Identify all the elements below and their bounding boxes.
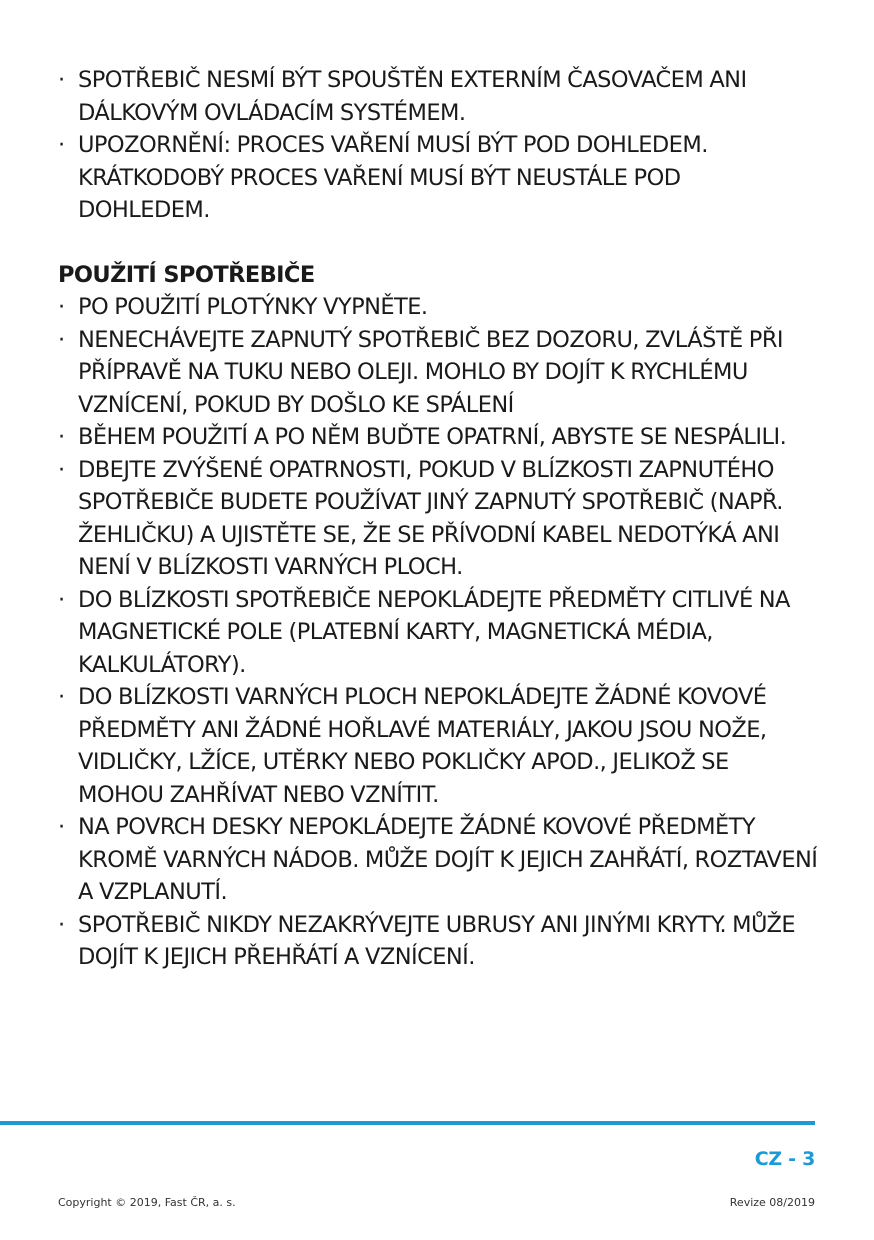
list-item-text: NENECHÁVEJTE ZAPNUTÝ SPOTŘEBIČ BEZ DOZORU, ZVLÁŠTĚ PŘI PŘÍPRAVĚ NA TUKU NEBO OLEJI. MOHLO BY DOJÍT K RYCHLÉMU VZNÍCENÍ, POKUD BY DOŠLO KE SPÁLENÍ [78,326,783,418]
list-item [58,681,818,811]
list-item [58,129,818,227]
bullet-icon: · [58,586,65,613]
list-item-text: BĚHEM POUŽITÍ A PO NĚM BUĎTE OPATRNÍ, ABYSTE SE NESPÁLILI. [78,424,787,450]
list-item [58,421,818,454]
list-item-text: DBEJTE ZVÝŠENÉ OPATRNOSTI, POKUD V BLÍZKOSTI ZAPNUTÉHO SPOTŘEBIČE BUDETE POUŽÍVAT JINÝ ZAPNUTÝ SPOTŘEBIČ (NAPŘ. ŽEHLIČKU) A UJISTĚTE SE, ŽE SE PŘÍVODNÍ KABEL NEDOTÝKÁ ANI NENÍ V BLÍZKOSTI VARNÝCH PLOCH. [78,456,783,580]
list-item [58,291,818,324]
intro-list [58,64,818,227]
list-item [58,584,818,682]
section-heading: POUŽITÍ SPOTŘEBIČE [58,261,315,288]
bullet-icon: · [58,456,65,483]
list-item [58,324,818,422]
list-item-text: PO POUŽITÍ PLOTÝNKY VYPNĚTE. [78,294,428,320]
usage-list [58,291,818,974]
bullet-icon: · [58,294,65,320]
bullet-icon: · [58,814,65,840]
list-item-text: NA POVRCH DESKY NEPOKLÁDEJTE ŽÁDNÉ KOVOVÉ PŘEDMĚTY KROMĚ VARNÝCH NÁDOB. MŮŽE DOJÍT K JEJICH ZAHŘÁTÍ, ROZTAVENÍ A VZPLANUTÍ. [78,814,818,905]
footer-divider [0,1121,815,1125]
bullet-icon: · [58,424,65,450]
list-item [58,811,818,909]
list-item-text: DO BLÍZKOSTI SPOTŘEBIČE NEPOKLÁDEJTE PŘEDMĚTY CITLIVÉ NA MAGNETICKÉ POLE (PLATEBNÍ KARTY, MAGNETICKÁ MÉDIA, KALKULÁTORY). [78,586,790,678]
bullet-icon: · [58,132,65,158]
revision-label: Revize 08/2019 [729,1196,815,1209]
list-item [58,454,818,584]
list-item-text: SPOTŘEBIČ NESMÍ BÝT SPOUŠTĚN EXTERNÍM ČASOVAČEM ANI DÁLKOVÝM OVLÁDACÍM SYSTÉMEM. [78,67,747,126]
bullet-icon: · [58,684,65,710]
list-item [58,909,818,974]
list-item-text: SPOTŘEBIČ NIKDY NEZAKRÝVEJTE UBRUSY ANI JINÝMI KRYTY. MŮŽE DOJÍT K JEJICH PŘEHŘÁTÍ A VZNÍCENÍ. [78,911,796,970]
page-number: CZ - 3 [754,1148,815,1170]
bullet-icon: · [58,911,65,938]
copyright-notice: Copyright © 2019, Fast ČR, a. s. [58,1196,236,1209]
list-item-text: UPOZORNĚNÍ: PROCES VAŘENÍ MUSÍ BÝT POD DOHLEDEM. KRÁTKODOBÝ PROCES VAŘENÍ MUSÍ BÝT NEUSTÁLE POD DOHLEDEM. [78,132,708,223]
list-item [58,64,818,129]
document-body [58,64,818,974]
bullet-icon: · [58,326,65,353]
list-item-text: DO BLÍZKOSTI VARNÝCH PLOCH NEPOKLÁDEJTE ŽÁDNÉ KOVOVÉ PŘEDMĚTY ANI ŽÁDNÉ HOŘLAVÉ MATERIÁLY, JAKOU JSOU NOŽE, VIDLIČKY, LŽÍCE, UTĚRKY NEBO POKLIČKY APOD., JELIKOŽ SE MOHOU ZAHŘÍVAT NEBO VZNÍTIT. [78,684,767,808]
bullet-icon: · [58,67,65,93]
